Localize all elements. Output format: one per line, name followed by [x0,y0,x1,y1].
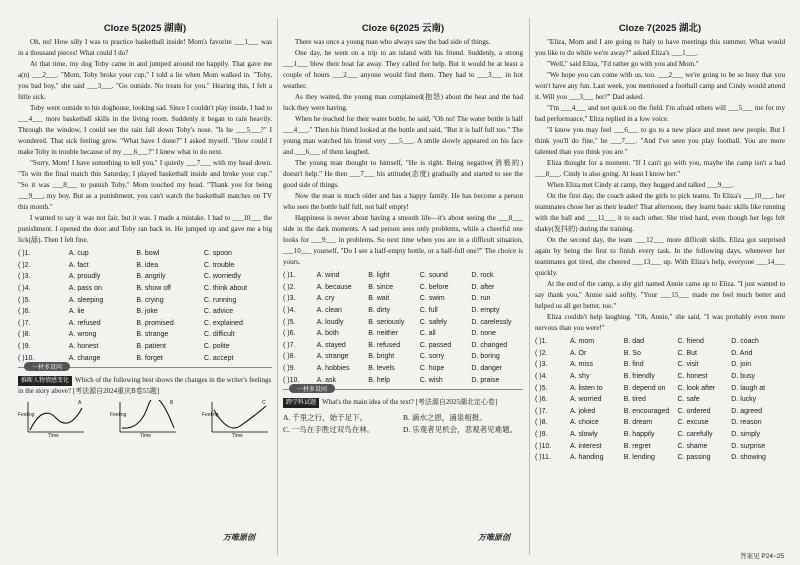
option-b: B. since [368,283,394,291]
option-a: A. slowly [570,431,598,439]
cloze-5-paragraph: Toby went outside to his doghouse, looking sad. Since I couldn't play inside, I had to ___4___ more basketball skills in the living room. Suddenly it began to rain heavily. Through the window, I could see the rain fall down Toby's nose. "Is he ___5___?" I wondered. That sick feeling grew. "What have I done?" I asked myself. "How could I make Toby in trouble because of my ___6___?" I knew what to do next. [18,104,272,156]
option-b: B. wait [368,295,390,303]
graph-c[interactable] [202,400,272,440]
option-a: A. choice [570,419,599,427]
option-d: D. surprise [731,442,766,450]
column-divider [277,18,278,555]
option-a: A. stayed [316,341,346,349]
graph-letter: A [78,399,82,406]
option-a: A. fact [68,261,89,269]
option-a: A. hobbies [316,365,350,373]
question-number: ( )5. [18,296,31,304]
cloze-5-title: Cloze 5(2025 湖南) [103,23,187,34]
cloze-7-paragraph: On the second day, the team ___12___ more difficult skills. Eliza got surprised again by being the first to finish every task. In the following days, whenever her teammates got tired, she cheered ___13___ up. With Eliza's help, everyone ___14___ quickly. [535,236,785,277]
option-a: A. cup [68,250,89,258]
option-d: D. laugh at [731,384,766,392]
cloze-6-column [283,20,523,436]
question-number: ( )8. [18,331,31,339]
option-row[interactable] [535,452,785,464]
question-number: ( )2. [283,283,296,291]
option-b: B. encouraged [623,407,670,415]
option-c: C. swim [419,295,445,303]
option-row[interactable] [283,351,523,363]
option-b: B. dream [623,419,653,427]
extension-box [283,386,523,437]
option-a: A. miss [570,361,593,369]
cloze-6-paragraph: There was once a young man who always saw the bad side of things. [295,38,491,46]
option-row[interactable] [18,329,272,341]
option-c: C. But [677,349,697,357]
question-number: ( )9. [535,431,548,439]
cloze-7-column [535,20,785,464]
option-c: C. excuse [677,419,709,427]
option-row[interactable] [18,283,272,295]
option-b: B. idea [136,261,159,269]
option-c: C. advice [203,308,234,316]
option-row[interactable] [535,417,785,429]
option-a: A. strange [316,353,349,361]
extension-label: 推断人物情感变化 [18,376,72,387]
graph-b[interactable] [110,400,180,440]
option-b: B. dad [623,338,644,346]
option-b: B. levels [368,365,395,373]
option-b: B. neither [368,330,399,338]
cloze-5-options [18,248,272,364]
cloze-6-options [283,270,523,386]
question-number: ( )5. [283,318,296,326]
question-number: ( )4. [18,285,31,293]
option-d: D. And [731,349,753,357]
cloze-7-paragraph: "Well," said Eliza, "I'd rather go with you and Mom." [547,60,699,68]
choice-c[interactable]: C. 一鸟在手胜过双鸟在林。 [283,425,375,435]
question-number: ( )5. [535,384,548,392]
option-b: B. promised [136,319,174,327]
option-d: D. empty [471,307,500,315]
option-c: C. spoon [203,250,232,258]
cloze-6-paragraph: Now the man is much older and has a happy family. He has become a person who sees the bottle half full, not half empty! [283,192,523,211]
option-c: C. explained [203,319,243,327]
option-d: D. danger [471,365,503,373]
graph-y-label: Feeling [18,411,35,418]
option-a: A. loudly [316,318,344,326]
option-c: C. safe [677,396,700,404]
option-a: A. shy [570,373,590,381]
option-a: A. mom [570,338,595,346]
option-row[interactable] [283,270,523,282]
option-d: D. after [471,283,495,291]
extension-tag: 一材多设问 [289,384,335,393]
option-row[interactable] [535,429,785,441]
cloze-5-paragraph: I wanted to say it was not fair, but it was. I made a mistake. I had to ___10___ the punishment. I opened the door and Toby ran back in. He jumped up and gave me a big lick(舔). Then I felt fine. [18,214,272,244]
main-idea-options [283,412,523,436]
option-a: A. clean [316,307,342,315]
option-b: B. tired [623,396,646,404]
cloze-7-paragraph: At the end of the camp, a shy girl named Annie came up to Eliza. "I just wanted to say thank you," Annie said softly. "Your ___15___ made me feel much better and helped us all get better, too." [535,280,785,310]
option-c: C. sound [419,272,448,280]
question-number: ( )2. [535,349,548,357]
question-number: ( )6. [535,396,548,404]
option-c: C. passed [419,341,452,349]
cloze-6-title: Cloze 6(2025 云南) [361,23,445,34]
option-c: C. trouble [203,261,235,269]
option-row[interactable] [283,316,523,328]
option-b: B. crying [136,296,164,304]
choice-b[interactable]: B. 滴水之恩，涌泉相报。 [403,413,487,423]
option-c: C. worriedly [203,273,241,281]
option-a: A. lie [68,308,85,316]
option-a: A. listen to [570,384,603,392]
option-c: C. wish [419,376,443,384]
cloze-5-paragraph: At that time, my dog Toby came in and jumped around me happily. That gave me a(n) ___2___. "Mom, Toby broke your cup," I told a lie when Mom walked in. "Toby, you bad boy," she said ___3___. "Go outside. No treats for you." Hearing this, I felt a little sick. [18,60,272,101]
option-row[interactable] [18,318,272,330]
option-row[interactable] [535,394,785,406]
cloze-7-paragraph: "We hope you can come with us, too. ___2___ we're going to be so busy that you won't have any fun. Last week, you mentioned a football camp and Cindy would attend it. Will you ___3___ her?" Dad asked. [535,71,785,101]
cloze-7-paragraph: "I know you may feel ___6___ to go to a new place and meet new people. But I think you'll do fine," he ___7___. "And I've seen you play football. You are more talented than you think you are." [535,126,785,156]
option-c: C. full [419,307,438,315]
option-c: C. shame [677,442,708,450]
option-c: C. look after [677,384,716,392]
option-c: C. visit [677,361,699,369]
option-a: A. honest [68,343,99,351]
option-row[interactable] [535,406,785,418]
option-a: A. wind [316,272,340,280]
option-b: B. refused [368,341,401,349]
option-b: B. regret [623,442,651,450]
option-b: B. patient [136,343,166,351]
option-b: B. show off [136,285,171,293]
graph-letter: B [170,399,174,406]
option-row[interactable] [535,440,785,452]
option-a: A. refused [68,319,101,327]
option-c: C. honest [677,373,708,381]
graph-y-label: Feeling [202,411,219,418]
cloze-6-paragraph: One day, he went on a trip to an island with his friend. Suddenly, a strong ___1___ blew their boat far away. They called for help. But it would be at least a couple of hours ___2___ anyone would find them. They had to ___3___ in hot weather. [283,49,523,90]
question-number: ( )4. [535,373,548,381]
option-row[interactable] [535,382,785,394]
cloze-6-paragraph: When he reached for their water bottle, he said, "Oh no! The water bottle is half ___4___." Then his friend looked at the bottle and said, "But it is half full too." The young man watched his friend very ___5___. A smile slowly appeared on his face and ___6___ of them laughed. [283,115,523,156]
graph-x-label: Time [140,432,151,439]
option-d: D. lucky [731,396,757,404]
option-c: C. difficult [203,331,235,339]
option-a: A. ask [316,376,337,384]
option-d: D. showing [731,454,766,462]
option-b: B. lending [623,454,655,462]
option-d: D. coach [731,338,759,346]
cloze-5-column [18,20,272,440]
option-d: D. changed [471,341,508,349]
option-row[interactable] [535,359,785,371]
graph-letter: C [262,399,266,406]
question-number: ( )9. [18,343,31,351]
question-number: ( )3. [283,295,296,303]
option-c: C. all [419,330,436,338]
feeling-graphs [18,400,272,440]
option-d: D. run [471,295,491,303]
extension-label: 跨学科试题 [283,398,319,409]
cloze-7-paragraph: Eliza couldn't help laughing. "Oh, Annie," she said, "I was probably even more nervous than you were!" [535,313,785,332]
extension-tag: 一材多设问 [24,362,70,371]
option-a: A. proudly [68,273,101,281]
option-d: D. rock [471,272,494,280]
column-divider [529,18,530,555]
option-row[interactable] [283,363,523,375]
option-d: D. busy [731,373,755,381]
page-number: 答案见 P24~25 [740,553,784,560]
option-b: B. dirty [368,307,390,315]
question-number: ( )1. [535,338,548,346]
graph-a[interactable] [18,400,88,440]
option-a: A. handing [570,454,604,462]
cloze-7-paragraph: When Eliza met Cindy at camp, they hugged and talked ___9___. [547,181,734,189]
option-row[interactable] [18,260,272,272]
option-a: A. interest [570,442,602,450]
option-b: B. find [623,361,644,369]
cloze-6-paragraph: As they waited, the young man complained(抱怨) about the heat and the bad luck they were having. [283,93,523,112]
question-number: ( )10. [18,354,35,362]
option-d: D. carelessly [471,318,512,326]
option-b: B. depend on [623,384,666,392]
option-c: C. hope [419,365,445,373]
option-row[interactable] [283,328,523,340]
question-number: ( )7. [283,341,296,349]
option-d: D. reason [731,419,762,427]
option-c: C. sorry [419,353,445,361]
publisher-logo: 万唯原创 [223,533,255,542]
option-c: C. polite [203,343,230,351]
cloze-7-options [535,336,785,464]
option-a: A. pass on [68,285,102,293]
cloze-6-paragraph: Happiness is never about having a smooth life—it's about seeing the ___8___ side in the dark moments. A sad person sees only problems, while a cheerful one looks for ___9___ in problems. So next time when you are in a difficult situation, ___10___ yourself, "Do I see a half-empty bottle, or a half-full one?" The choice is yours. [283,214,523,266]
cloze-7-paragraph: "Eliza, Mom and I are going to Italy to have meetings this summer. What would you like to do while we're away?" asked Eliza's ___1___. [535,38,785,57]
option-a: A. because [316,283,352,291]
question-number: ( )1. [18,250,31,258]
option-a: A. Or [570,349,587,357]
question-number: ( )9. [283,365,296,373]
option-a: A. both [316,330,339,338]
option-c: C. running [203,296,237,304]
graph-x-label: Time [48,432,59,439]
option-c: C. carefully [677,431,713,439]
option-b: B. seriously [368,318,405,326]
cloze-6-paragraph: The young man thought to himself, "He is right. Being negative(消极的) doesn't help." He then ___7___ his attitude(态度) gradually and started to see the good side of things. [283,159,523,189]
question-number: ( )6. [18,308,31,316]
option-a: A. wrong [68,331,97,339]
option-row[interactable] [535,371,785,383]
question-number: ( )2. [18,261,31,269]
question-number: ( )6. [283,330,296,338]
option-a: A. cry [316,295,335,303]
cloze-5-paragraph: "Sorry, Mom! I have something to tell you," I quietly ___7___ with my head down. "To win the final match this Saturday, I played basketball inside and broke your cup." "So it was ___8___ to punish Toby," Mom touched my head. "Thank you for being ___9___, my boy. But as a punishment, you can't watch the basketball matches on TV this month." [18,159,272,211]
option-c: C. accept [203,354,234,362]
option-b: B. angrily [136,273,166,281]
option-row[interactable] [283,282,523,294]
cloze-7-paragraph: "I'm ___4___ and not quick on the field. I'm afraid others will ___5___ me for my bad performance," Eliza replied in a low voice. [535,104,785,123]
option-b: B. forget [136,354,163,362]
graph-x-label: Time [232,432,243,439]
option-row[interactable] [283,293,523,305]
option-c: C. friend [677,338,704,346]
option-b: B. light [368,272,390,280]
option-d: D. boring [471,353,500,361]
question-number: ( )3. [535,361,548,369]
question-number: ( )1. [283,272,296,280]
extension-question: What's the main idea of the text? [考法源自2025湖北定心卷] [322,397,498,406]
question-number: ( )11. [535,454,551,462]
option-row[interactable] [535,348,785,360]
option-c: C. think about [203,285,248,293]
option-a: A. joked [570,407,596,415]
question-number: ( )10. [283,376,300,384]
option-d: D. agreed [731,407,762,415]
option-d: D. praise [471,376,500,384]
option-d: D. simply [731,431,761,439]
question-number: ( )3. [18,273,31,281]
cloze-7-paragraph: On the first day, the coach asked the girls to pick teams. To Eliza's ___10___, her teammates chose her as their leader! That afternoon, they learnt basic skills like running with the ball and ___11___ it to each other. She tried hard, even though her legs felt shaky(发抖的) during the training. [535,192,785,233]
question-number: ( )7. [535,407,548,415]
option-b: B. So [623,349,641,357]
option-c: C. ordered [677,407,711,415]
option-d: D. none [471,330,496,338]
choice-d[interactable]: D. 乐观者见机会，悲观者见难题。 [403,425,518,435]
graph-y-label: Feeling [110,411,127,418]
question-number: ( )7. [18,319,31,327]
option-c: C. passing [677,454,711,462]
extension-question: Which of the following best shows the changes in the writer's feelings in the story above? [考法源自2024重庆B卷55题] [18,375,272,396]
option-c: C. before [419,283,449,291]
option-row[interactable] [283,340,523,352]
option-c: C. safely [419,318,448,326]
question-number: ( )10. [535,442,552,450]
option-d: D. join [731,361,752,369]
option-a: A. change [68,354,101,362]
option-row[interactable] [283,305,523,317]
question-number: ( )8. [283,353,296,361]
cloze-7-paragraph: Eliza thought for a moment. "If I can't go with you, maybe the camp isn't a bad ___8___. Cindy is also going. At least I know her." [535,159,785,178]
option-b: B. bowl [136,250,160,258]
question-number: ( )8. [535,419,548,427]
option-row[interactable] [18,306,272,318]
publisher-logo: 万唯原创 [478,533,510,542]
choice-a[interactable]: A. 千里之行，始于足下。 [283,413,368,423]
option-b: B. strange [136,331,169,339]
option-b: B. friendly [623,373,655,381]
option-row[interactable] [18,248,272,260]
option-a: A. sleeping [68,296,104,304]
option-row[interactable] [535,336,785,348]
option-b: B. joke [136,308,158,316]
extension-box [18,364,272,440]
cloze-7-title: Cloze 7(2025 湖北) [618,23,702,34]
option-row[interactable] [18,271,272,283]
option-a: A. worried [570,396,602,404]
question-number: ( )4. [283,307,296,315]
option-row[interactable] [18,294,272,306]
cloze-5-paragraph: Oh, no! How silly I was to practice basketball inside! Mom's favorite ___1___ was in a thousand pieces! What could I do? [18,38,272,57]
option-b: B. happily [623,431,655,439]
option-b: B. help [368,376,390,384]
option-row[interactable] [18,341,272,353]
option-b: B. bright [368,353,395,361]
